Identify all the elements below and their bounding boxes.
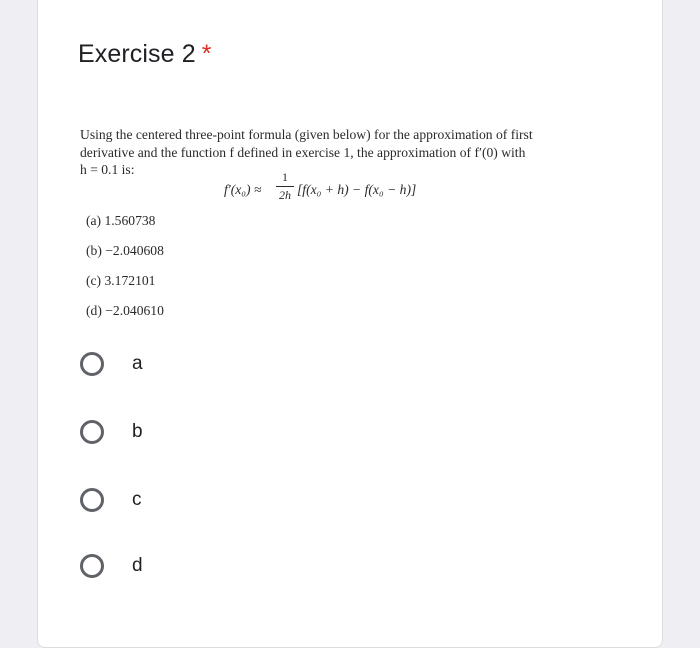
formula-numerator: 1 — [282, 170, 288, 184]
problem-line: Using the centered three-point formula (given below) for the approximation of first — [80, 127, 533, 142]
radio-option-d[interactable] — [78, 550, 143, 582]
formula-denominator: 2h — [279, 188, 291, 202]
formula-lhs: f′(x₀) ≈ — [224, 182, 262, 197]
radio-option-b[interactable] — [78, 416, 143, 448]
radio-option-label: a — [132, 353, 143, 374]
radio-option-label: d — [132, 555, 143, 576]
radio-button[interactable] — [80, 554, 104, 578]
formula-rhs: [f(x₀ + h) − f(x₀ − h)] — [297, 182, 417, 197]
required-asterisk: * — [201, 40, 212, 68]
problem-statement — [80, 126, 600, 179]
radio-option-a[interactable] — [78, 348, 143, 380]
radio-option-label: b — [132, 421, 143, 442]
listed-answer-values — [86, 212, 164, 332]
listed-choice-a: (a) 1.560738 — [86, 213, 156, 228]
radio-button[interactable] — [80, 420, 104, 444]
listed-choice-c: (c) 3.172101 — [86, 273, 156, 288]
fraction-bar — [276, 186, 294, 187]
radio-button[interactable] — [80, 352, 104, 376]
question-title: Exercise 2 — [78, 40, 196, 68]
question-title-row — [78, 40, 212, 69]
formula-fraction — [276, 170, 294, 202]
problem-line: h = 0.1 is: — [80, 162, 135, 177]
radio-option-label: c — [132, 489, 142, 510]
listed-choice-b: (b) −2.040608 — [86, 243, 164, 258]
radio-option-c[interactable] — [78, 484, 142, 516]
radio-button[interactable] — [80, 488, 104, 512]
problem-line: derivative and the function f defined in exercise 1, the approximation of f′(0) with — [80, 144, 526, 160]
listed-choice-d: (d) −2.040610 — [86, 303, 164, 318]
